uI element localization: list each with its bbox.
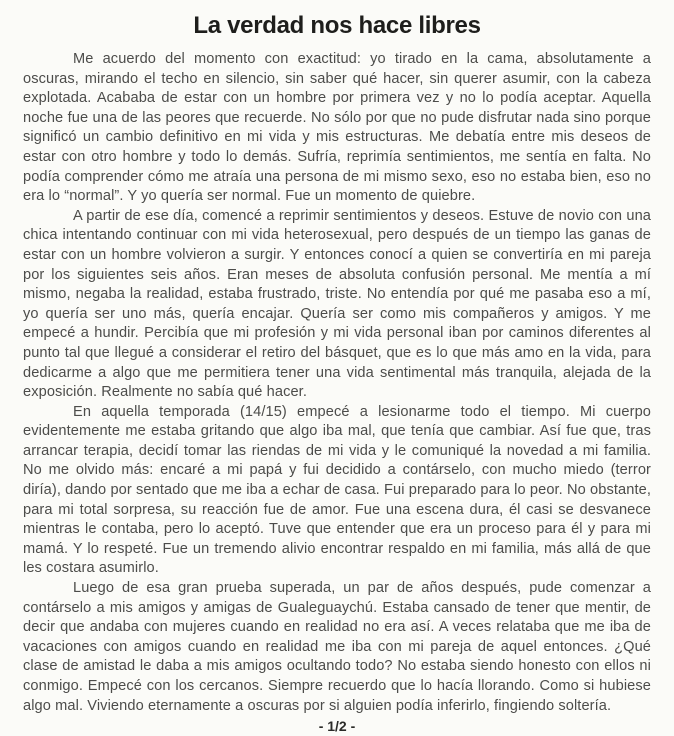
document-body [23, 50, 651, 716]
paragraph-3: En aquella temporada (14/15) empecé a lesionarme todo el tiempo. Mi cuerpo evidentemente me estaba gritando que algo iba mal, que tenía que cambiar. Así fue que, tras arrancar terapia, decidí tomar las riendas de mi vida y le comuniqué la novedad a mi familia. No me olvido más: encaré a mi papá y fui decidido a contárselo, con mucho miedo (terror diría), dando por sentado que me iba a echar de casa. Fui preparado para lo peor. No obstante, para mi total sorpresa, su reacción fue de amor. Fue una escena dura, él casi se desvanece mientras le contaba, pero lo aceptó. Tuve que entender que era un proceso para él y para mi mamá. Y lo respeté. Fue un tremendo alivio encontrar respaldo en mi familia, más allá de que les costara asumirlo. [23, 403, 651, 577]
page-title: La verdad nos hace libres [193, 12, 481, 39]
paragraph-1: Me acuerdo del momento con exactitud: yo tirado en la cama, absolutamente a oscuras, mirando el techo en silencio, sin saber qué hacer, sin querer asumir, con la cabeza explotada. Acababa de estar con un hombre por primera vez y no lo podía aceptar. Aquella noche fue una de las peores que recuerde. No sólo por que no pude disfrutar nada sino porque significó un cambio definitivo en mi vida y mis estructuras. Me debatía entre mis deseos de estar con otro hombre y todo lo demás. Sufría, reprimía sentimientos, me sentía en falta. No podía comprender cómo me atraía una persona de mi mismo sexo, eso no estaba bien, eso no era lo “normal”. Y yo quería ser normal. Fue un momento de quiebre. [23, 51, 651, 205]
paragraph-2: A partir de ese día, comencé a reprimir sentimientos y deseos. Estuve de novio con una chica intentando continuar con mi vida heterosexual, pero después de un tiempo las ganas de estar con un hombre volvieron a surgir. Y entonces conocí a quien se convertiría en mi pareja por los siguientes seis años. Eran meses de absoluta confusión personal. Me mentía a mí mismo, negaba la realidad, estaba frustrado, triste. No entendía por qué me pasaba eso a mí, yo quería ser uno más, quería encajar. Quería ser como mis compañeros y amigos. Y me empecé a hundir. Percibía que mi profesión y mi vida personal iban por caminos diferentes al punto tal que llegué a considerar el retiro del básquet, que es lo que más amo en la vida, para dedicarme a algo que me permitiera tener una vida sentimental más tranquila, alejada de la exposición. Realmente no sabía qué hacer. [23, 207, 651, 401]
paragraph-4: Luego de esa gran prueba superada, un par de años después, pude comenzar a contárselo a mis amigos y amigas de Gualeguaychú. Estaba cansado de tener que mentir, de decir que andaba con mujeres cuando en realidad no era así. A veces relataba que me iba de vacaciones con amigos cuando en realidad me iba con mi pareja de aquel entonces. ¿Qué clase de amistad le daba a mis amigos ocultando todo? No estaba siendo honesto con ellos ni conmigo. Empecé con los cercanos. Siempre recuerdo que lo hacía llorando. Como si hubiese algo mal. Viviendo eternamente a oscuras por si alguien podía inferirlo, fingiendo soltería. [23, 580, 651, 714]
page-number: - 1/2 - [318, 718, 356, 735]
